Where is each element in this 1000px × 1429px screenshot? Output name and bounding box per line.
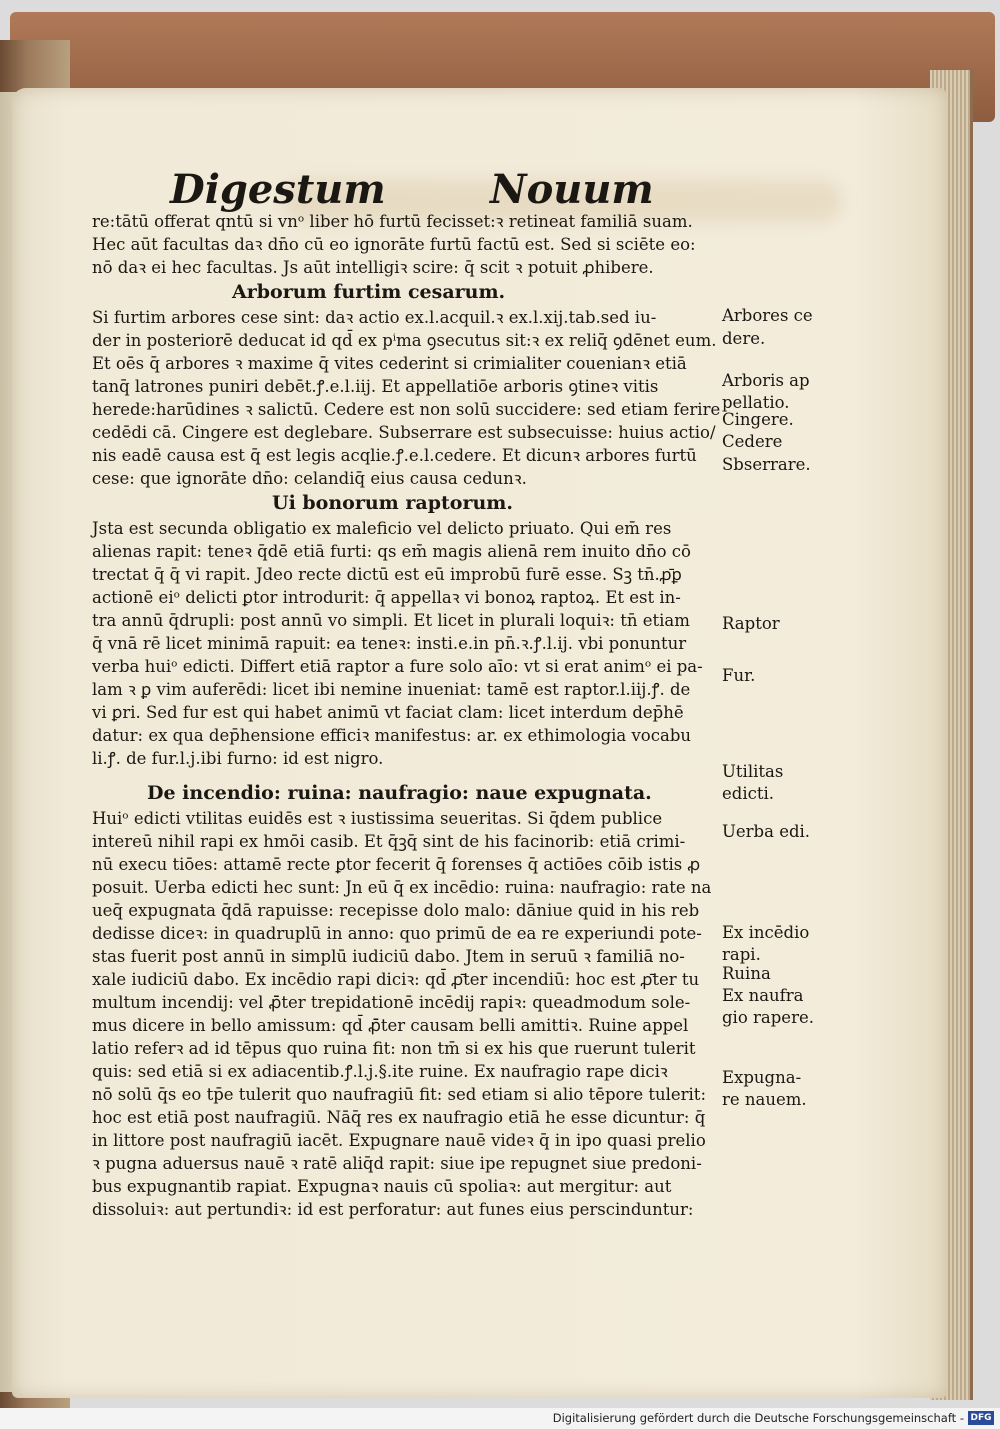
text-line: hoc est etiā post naufragiū. Nāq̄ res ex naufragio etiā he esse dicuntur: q̄ — [92, 1108, 706, 1127]
text-line: lam ꝛ ꝑ vim auferēdi: licet ibi nemine inueniat: tamē est raptor.l.iij.ꝭ. de — [92, 680, 691, 699]
text-line: latio referꝛ ad id tēpus quo ruina fit: non tm̄ si ex his que ruerunt tulerit — [92, 1039, 696, 1058]
text-line: herede:harūdines ꝛ salictū. Cedere est non solū succidere: sed etiam ferire — [92, 400, 721, 419]
text-line: Si furtim arbores cese sint: daꝛ actio ex.l.acquil.ꝛ ex.l.xij.tab.sed iu- — [92, 308, 657, 327]
text-line: trectat q̄ q̄ vi rapit. Jdeo recte dictū est eū improbū furē esse. Sꝫ tn̄.ꝓ̄ꝑ — [92, 565, 682, 584]
text-line: multum incendij: vel ꝓ̄ter trepidationē incēdij rapiꝛ: queadmodum sole- — [92, 993, 691, 1012]
text-line: verba huiᵒ edicti. Differt etiā raptor a fure solo aīo: vt si erat animᵒ ei pa- — [92, 657, 703, 676]
dfg-logo: DFG — [968, 1411, 994, 1425]
text-line: stas fuerit post annū in simplū iudiciū dabo. Jtem in seruū ꝛ familiā no- — [92, 947, 685, 966]
text-line: tra annū q̄drupli: post annū vo simpli. Et licet in plurali loquiꝛ: tn̄ etiam — [92, 611, 690, 630]
margin-note: Ex naufra — [722, 986, 804, 1005]
text-line: nō solū q̄s eo tp̄e tulerit quo naufragiū fit: sed etiam si alio tēpore tulerit: — [92, 1085, 706, 1104]
running-header — [170, 166, 654, 216]
text-line: nis eadē causa est q̄ est legis acqlie.ꝭ.e.l.cedere. Et dicunꝛ arbores furtū — [92, 446, 697, 465]
margin-note: Utilitas — [722, 762, 784, 781]
text-line: dedisse diceꝛ: in quadruplū in anno: quo primū de ea re experiundi pote- — [92, 924, 702, 943]
text-line: xale iudiciū dabo. Ex incēdio rapi diciꝛ: qd̄ ꝓ̄ter incendiū: hoc est ꝓ̄ter tu — [92, 970, 700, 989]
text-line: quis: sed etiā si ex adiacentib.ꝭ.l.j.§.ite ruine. Ex naufragio rape diciꝛ — [92, 1062, 668, 1081]
header-word-1: Digestum — [170, 166, 386, 213]
text-line: Et oēs q̄ arbores ꝛ maxime q̄ vites cederint si crimialiter couenianꝛ etiā — [92, 354, 687, 373]
paragraph-2 — [92, 306, 722, 490]
text-line: in littore post naufragiū iacēt. Expugnare nauē videꝛ q̄ in ipo quasi prelio — [92, 1131, 706, 1150]
main-text-column — [92, 210, 722, 1221]
paragraph-4 — [92, 807, 722, 1221]
text-line: Huiᵒ edicti vtilitas euidēs est ꝛ iustissima seueritas. Si q̄dem publice — [92, 809, 663, 828]
section-heading-de-incendio: De incendio: ruina: naufragio: naue expugnata. — [147, 782, 652, 804]
margin-note: Arboris ap — [722, 371, 810, 390]
text-line: Jsta est secunda obligatio ex maleficio vel delicto priuato. Qui em̄ res — [92, 519, 672, 538]
section-heading-arborum: Arborum furtim cesarum. — [232, 281, 506, 303]
margin-note: edicti. — [722, 784, 774, 803]
margin-note: Cedere — [722, 432, 783, 451]
text-line: actionē eiᵒ delicti ꝑtor introdurit: q̄ appellaꝛ vi bonoꝝ raptoꝝ. Et est in- — [92, 588, 681, 607]
margin-note: dere. — [722, 329, 766, 348]
header-word-2: Nouum — [490, 166, 654, 213]
margin-note: Cingere. — [722, 410, 794, 429]
margin-note: gio rapere. — [722, 1008, 814, 1027]
margin-note: re nauem. — [722, 1090, 807, 1109]
text-line: cedēdi cā. Cingere est deglebare. Subserrare est subsecuisse: huius actio/ — [92, 423, 716, 442]
text-line: bus expugnantib rapiat. Expugnaꝛ nauis cū spoliaꝛ: aut mergitur: aut — [92, 1177, 672, 1196]
footer-bar — [0, 1408, 1000, 1429]
margin-note: rapi. — [722, 945, 761, 964]
text-line: datur: ex qua dep̄hensione efficiꝛ manifestus: ar. ex ethimologia vocabu — [92, 726, 692, 745]
margin-note: Fur. — [722, 666, 756, 685]
text-line: ueq̄ expugnata q̄dā rapuisse: recepisse dolo malo: dāniue quid in his reb — [92, 901, 700, 920]
margin-note: Uerba edi. — [722, 822, 811, 841]
paragraph-3 — [92, 517, 722, 770]
margin-note: Expugna- — [722, 1068, 802, 1087]
text-line: li.ꝭ. de fur.l.j.ibi furno: id est nigro. — [92, 749, 384, 768]
text-line: vi ꝑri. Sed fur est qui habet animū vt faciat clam: licet interdum dep̄hē — [92, 703, 684, 722]
margin-note: pellatio. — [722, 393, 790, 412]
text-line: der in posteriorē deducat id qd̄ ex pⁱma ꝯsecutus sit:ꝛ ex reliq̄ ꝯdēnet eum. — [92, 331, 717, 350]
margin-note: Raptor — [722, 614, 780, 633]
text-line: nū execu tiōes: attamē recte ꝑtor fecerit q̄ forenses q̄ actiōes cōib istis ꝓ — [92, 855, 701, 874]
margin-note: Arbores ce — [722, 306, 813, 325]
text-line: nō daꝛ ei hec facultas. Js aūt intelligiꝛ scire: q̄ scit ꝛ potuit ꝓhibere. — [92, 258, 654, 277]
text-line: q̄ vnā rē licet minimā rapuit: ea teneꝛ: insti.e.in pn̄.ꝛ.ꝭ.l.ij. vbi ponuntur — [92, 634, 687, 653]
text-line: ꝛ pugna aduersus nauē ꝛ ratē aliq̄d rapit: siue ipe repugnet siue predoni- — [92, 1154, 702, 1173]
text-line: dissoluiꝛ: aut pertundiꝛ: id est perforatur: aut funes eius perscinduntur: — [92, 1200, 694, 1219]
text-line: mus dicere in bello amissum: qd̄ ꝓ̄ter causam belli amittiꝛ. Ruine appel — [92, 1016, 689, 1035]
text-line: posuit. Uerba edicti hec sunt: Jn eū q̄ ex incēdio: ruina: naufragio: rate na — [92, 878, 712, 897]
margin-note: Ex incēdio — [722, 923, 810, 942]
margin-note: Ruina — [722, 964, 771, 983]
text-line: intereū nihil rapi ex hmōi casib. Et q̄ꝫq̄ sint de his facinorib: etiā crimi- — [92, 832, 686, 851]
text-line: alienas rapit: teneꝛ q̄dē etiā furti: qs em̄ magis alienā rem inuito dn̄o cō — [92, 542, 691, 561]
text-line: tanq̄ latrones puniri debēt.ꝭ.e.l.iij. Et appellatiōe arboris ꝯtineꝛ vitis — [92, 377, 659, 396]
footer-credit: Digitalisierung gefördert durch die Deutsche Forschungsgemeinschaft - — [552, 1411, 964, 1425]
margin-note: Sbserrare. — [722, 455, 811, 474]
section-heading-vi-bonorum: Ui bonorum raptorum. — [272, 492, 513, 514]
text-line: cese: que ignorāte dn̄o: celandiq̄ eius causa cedunꝛ. — [92, 469, 527, 488]
text-line: re:tātū offerat qntū si vnᵒ liber hō furtū fecisset:ꝛ retineat familiā suam. — [92, 212, 693, 231]
text-line: Hec aūt facultas daꝛ dn̄o cū eo ignorāte furtū factū est. Sed si sciēte eo: — [92, 235, 696, 254]
paragraph-1 — [92, 210, 722, 279]
